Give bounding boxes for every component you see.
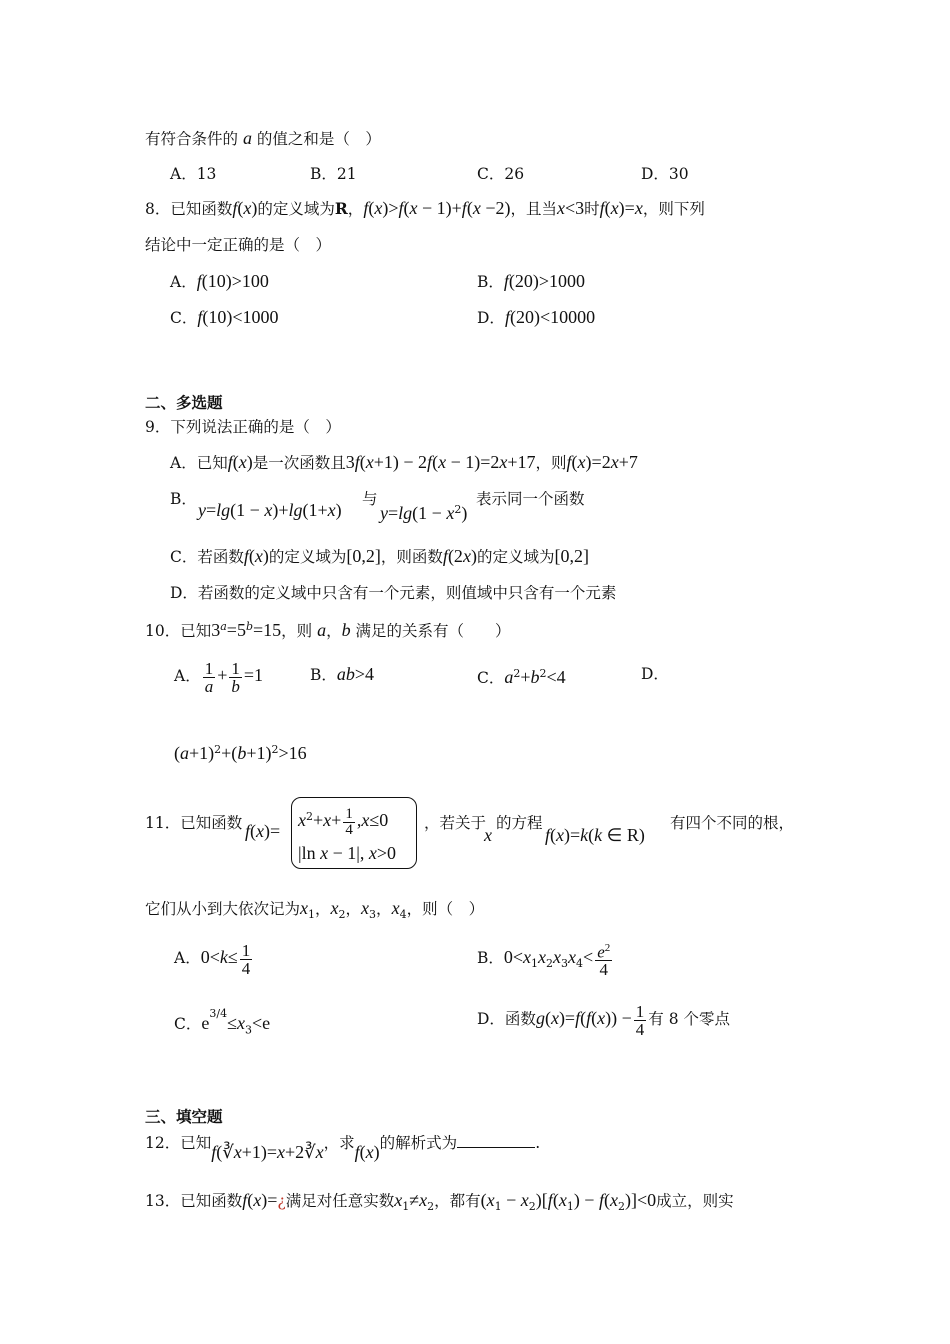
q8-option-c: C．f(10)<1000 [170,307,279,327]
q7-option-a: A．13 [170,165,217,183]
q11-piece1: $x^2+x+$ $\frac{1}{4}$ ,x≤0 [298,805,389,838]
q9-option-b-mid: 与 [362,490,378,508]
q9-option-b-label: B． [170,490,197,508]
q11-piece2: |ln x − 1|, x>0 [298,843,397,863]
q9-option-b-tail: 表示同一个函数 [476,490,585,508]
q8-question: 8．已知函数f(x)的定义域为R，f(x)>f(x − 1)+f(x −2)，且当x<3时f(x)=x，则下列 [145,198,705,218]
q10-question: 10．已知$3^a=5^b=15$，则 a，b 满足的关系有（ ） [145,620,511,641]
q12-question: 12．已知f(∛x+1)=x+2∛x，求f(x)的解析式为 . [145,1131,540,1153]
q9-option-d: D．若函数的定义域中只含有一个元素，则值域中只含有一个元素 [170,584,617,602]
q11-option-a: A．0<k≤ $\frac{1}{4}$ [174,940,251,978]
q7-option-c: C．26 [477,165,525,183]
q10-option-c: C．$a^2+b^2<4$ [477,667,566,688]
q11-equation: 的方程 [496,814,543,832]
q7-continuation: 有符合条件的 a 的值之和是（ ） [145,128,381,148]
q11-mid: ，若关于 [424,814,487,832]
q8-option-d: D．f(20)<10000 [477,307,596,327]
q10-option-a: A． $\frac{1}{a}$ + $\frac{1}{b}$ =1 [174,658,264,696]
q10-option-b: B．ab>4 [310,664,375,684]
q9-question: 9．下列说法正确的是（ ） [145,418,341,436]
q10-option-d-label: D． [641,665,669,683]
q9-option-c: C．若函数f(x)的定义域为[0,2]，则函数f(2x)的定义域为[0,2] [170,546,589,566]
q13-question: 13．已知函数f(x)=¿满足对任意实数$x_1\ne x_2$，都有$(x_1 - x_2)[f(x_1) - f(x_2)]<0$成立，则实 [145,1190,734,1214]
q11-option-b: B．$0<x_1x_2x_3x_4<$ $\frac{e^2}{4}$ [477,941,611,980]
q8-line2: 结论中一定正确的是（ ） [145,236,332,254]
q11-intro: 11．已知函数 [145,814,243,832]
q8-option-a: A．f(10)>100 [170,271,269,291]
q11-line2: 它们从小到大依次记为$x_1$，$x_2$，$x_3$，$x_4$，则（ ） [145,898,485,922]
q7-option-b: B．21 [310,165,357,183]
q11-option-c: C．$e^{3/4}\le x_3<e$ [174,1007,271,1037]
q7-option-d: D．30 [641,165,689,183]
section-multi-choice: 二、多选题 [145,393,223,412]
q9-option-b-expr2: $y=\lg(1 - x^2)$ [380,503,468,524]
q9-option-b-expr1: y=lg(1 − x)+lg(1+x) [198,500,342,520]
q11-eq-tail: 有四个不同的根， [670,814,795,832]
q11-fx: f(x)= [245,821,281,841]
q9-option-a: A．已知f(x)是一次函数且3f(x+1) − 2f(x − 1)=2x+17，则f(x)=2x+7 [170,452,638,472]
q11-eq-expr: f(x)=k(k ∈ R) [545,825,645,845]
section-fill-blank: 三、填空题 [145,1107,223,1126]
q11-x: x [484,825,492,845]
q10-option-d: $(a+1)^2+(b+1)^2>16$ [174,743,307,764]
q8-option-b: B．f(20)>1000 [477,271,586,291]
q11-option-d: D．函数g(x)=f(f(x)) − $\frac{1}{4}$ 有 8 个零点 [477,1001,730,1039]
